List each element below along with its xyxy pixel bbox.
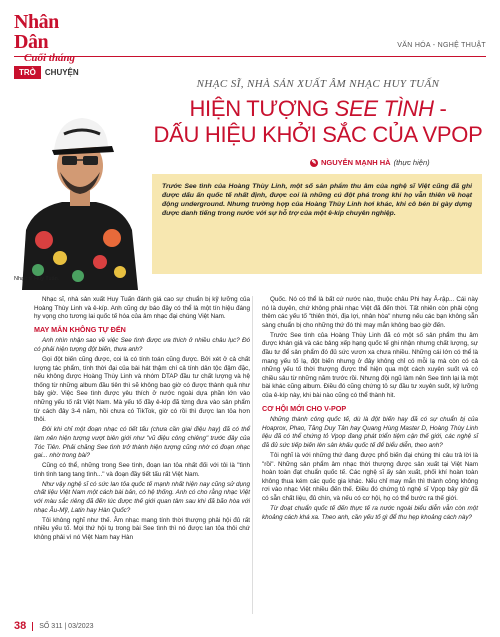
left-question: Như vậy nghệ sĩ có sức lan tỏa quốc tế mạnh nhất hiện nay cũng sử dụng chất liệu Việt Nam một cách bài bản, có hệ thống. Anh có cho rằng nhạc Việt với màu sắc riêng đã đến lúc được thế giới quan tâm sau khi đã bão hòa với nhạc Âu-Mỹ, Latin hay Hàn Quốc? — [34, 480, 250, 514]
right-paragraph: Quốc. Nó có thể là bất cứ nước nào, thuộc châu Phi hay Ả-rập... Cái này nó là duyên, chứ không phải nhạc Việt đã đến thời. Tất nhiên còn phải cộng thêm các yếu tố "thiên thời, địa lợi, nhân hòa" nhưng nếu các bạn không sẵn sàng chuẩn bị cho những thứ đó thì may mắn không bao giờ đến. — [262, 296, 478, 329]
lead-paragraph: Trước See tình của Hoàng Thùy Linh, một số sản phẩm thu âm của nghệ sĩ Việt cũng đã ghi được dấu ấn quốc tế nhất định, được coi là những cú đột phá trong khi họ vẫn thiên về hoạt động underground. Nhưng trường hợp của Hoàng Thùy Linh hơi khác, khi cô bén bi gày dựng được danh tiếng trong nước với sự hỗ trợ của một ê-kíp chuyên nghiệp. — [152, 174, 482, 274]
left-question: Đôi khi chỉ một đoạn nhạc có tiết tấu (chưa cần giai điệu hay) đã có thể làm nên hiện tượng vượt biên giới như "vũ điệu công chiêng" trước đây của Tóc Tiên. Phải chăng See tình trở thành hiện tượng cũng nhờ có đoạn nhạc gai... nhờ trong bài? — [34, 426, 250, 460]
right-subheading: CƠ HỘI MỚI CHO V-POP — [262, 403, 347, 413]
portrait-photo — [14, 80, 144, 290]
right-paragraph: Tôi nghĩ là với những thứ đang được phổ biến đại chúng thì câu trả lời là "rồi". Những sản phẩm âm nhạc thời thượng được sản xuất tại Việt Nam hoàn toàn đạt chuẩn quốc tế. Các nghệ sĩ ấy sản xuất, phối khí hoàn toàn không thua kém các quốc gia khác. Nếu chỉ may mắn thì thành công không rơi vào nhạc Việt nhiều đến thế. Điều đó chứng tỏ nghệ sĩ Vpop bây giờ đã có sẵn chất liệu, đủ chín, và nếu có cơ hội, họ có thể bước ra thế giới. — [262, 452, 478, 503]
byline-name: NGUYỄN MẠNH HÀ — [321, 158, 391, 167]
byline-note: (thực hiện) — [393, 158, 430, 167]
right-question: Những thành công quốc tế, dù là đột biến hay đã có sự chuẩn bị của Hoaprox, Phao, Tăng Duy Tân hay Quang Hùng Master D, Hoàng Thùy Linh liệu đã có thể chứng tỏ Vpop đang phát triển tiệm cận thế giới, các nghệ sĩ đã đủ sức tiếp biến lên sân khấu quốc tế để biểu diễn, theo anh? — [262, 416, 478, 449]
headline — [150, 96, 486, 148]
left-paragraph: Nhạc sĩ, nhà sản xuất Huy Tuấn đánh giá cao sự chuẩn bị kỹ lưỡng của Hoàng Thùy Linh và ê-kíp. Anh cũng dự báo đây có thể là một tín hiệu đáng hy vọng cho tương lai quốc tế hóa của âm nhạc đại chúng Việt Nam. — [34, 296, 250, 321]
section-label: VĂN HÓA - NGHỆ THUẬT — [397, 42, 486, 49]
issue-info: SỐ 311 | 03/2023 — [39, 622, 94, 630]
column-tag-part1: TRÒ — [14, 66, 41, 79]
column-tag — [14, 66, 83, 79]
page-number: 38 — [14, 620, 27, 632]
byline-icon: ✎ — [311, 159, 317, 166]
page-footer — [14, 620, 93, 632]
masthead-logo — [14, 11, 90, 64]
photo-caption: Nhạc sĩ Huy Tuấn. — [14, 276, 60, 282]
right-paragraph: Trước See tình của Hoàng Thùy Linh đã có một số sản phẩm thu âm được khán giả và các bảng xếp hạng quốc tế ghi nhận nhưng chất lượng, sự đầu tư để sản phẩm đó đủ sức vươn xa chưa nhiều. Những cái lớn có thể là mang yếu tố lạ, đột biến nhưng ở đây không chỉ có mỗi lạ mà còn có cả những yếu tố thời thượng được thể hiện qua một cách xuyên suốt và có chiều sâu từ những năm trước rồi. Nhưng đội ngũ làm nên See tình lại là một bài khác cũng album. Điều đó cũng chứng tỏ sự đầu tư xuyên suốt, kỹ lưỡng của ê-kíp này, khi bài nào cũng có thể thành hit. — [262, 331, 478, 400]
left-paragraph: Gọi đột biến cũng được, coi là có tính toán cũng được. Bởi xét ở cả chất lượng tác phẩm, tính thời đại của bài hát thậm chí cả tính dân tộc đậm đặc, nếu không được Hoàng Thùy Linh và nhóm DTAP đầu tư chất lượng và hệ thống từ những album đầu tiên thì sẽ không bao giờ có được thành quả như bây giờ. Việc See tình được yêu thích ở nước ngoài dựa phần lớn vào những yếu tố rất Việt Nam. Mà yếu tố đầy ê-kíp đã từng đưa vào sản phẩm từ cách đây 3-4 năm, hồi chưa có TikTok, giờ có rồi thì được lan tỏa hơn thôi. — [34, 356, 250, 424]
left-paragraph: Cũng có thể, những trong See tình, đoạn lan tỏa nhất đối với tôi là "tình tình tình tang tang tình..." và đoạn đầy tiết tấu rất Việt Nam. — [34, 462, 250, 478]
headline-line2: DẤU HIỆU KHỞI SẮC CỦA VPOP — [153, 122, 483, 147]
column-divider — [252, 296, 253, 614]
left-column — [34, 296, 250, 544]
header-rule — [14, 56, 486, 57]
left-paragraph: Tôi không nghĩ như thế. Âm nhạc mang tính thời thượng phải hội đủ rất nhiều yếu tố. Mọi thứ hội tụ trong bài See tình thì nó được lan tỏa thôi chứ không phải vì nó Việt Nam hay Hàn — [34, 516, 250, 541]
left-subheading: MAY MẮN KHÔNG TỰ ĐẾN — [34, 324, 126, 334]
byline — [310, 158, 430, 167]
footer-divider — [32, 622, 33, 631]
right-column — [262, 296, 478, 524]
masthead-sub: Cuối tháng — [24, 52, 76, 64]
headline-part-b: SEE TÌNH — [334, 96, 434, 121]
right-question: Từ đoạt chuẩn quốc tế đến thực tế ra nước ngoài biểu diễn vẫn còn một khoảng cách khá xa. Theo anh, cần yếu tố gì để thu hẹp khoảng cách này? — [262, 505, 478, 521]
left-question: Anh nhìn nhận sao về việc See tình được ưa thích ở nhiều châu lục? Đó có phải hiện tượng đột biến, thưa anh? — [34, 337, 250, 353]
headline-part-c: - — [433, 96, 447, 121]
kicker: NHẠC SĨ, NHÀ SẢN XUẤT ÂM NHẠC HUY TUẤN — [196, 78, 440, 90]
column-tag-part2: CHUYỆN — [44, 68, 79, 77]
headline-part-a: HIỆN TƯỢNG — [189, 96, 335, 121]
masthead-brand: Nhân Dân — [14, 11, 59, 53]
